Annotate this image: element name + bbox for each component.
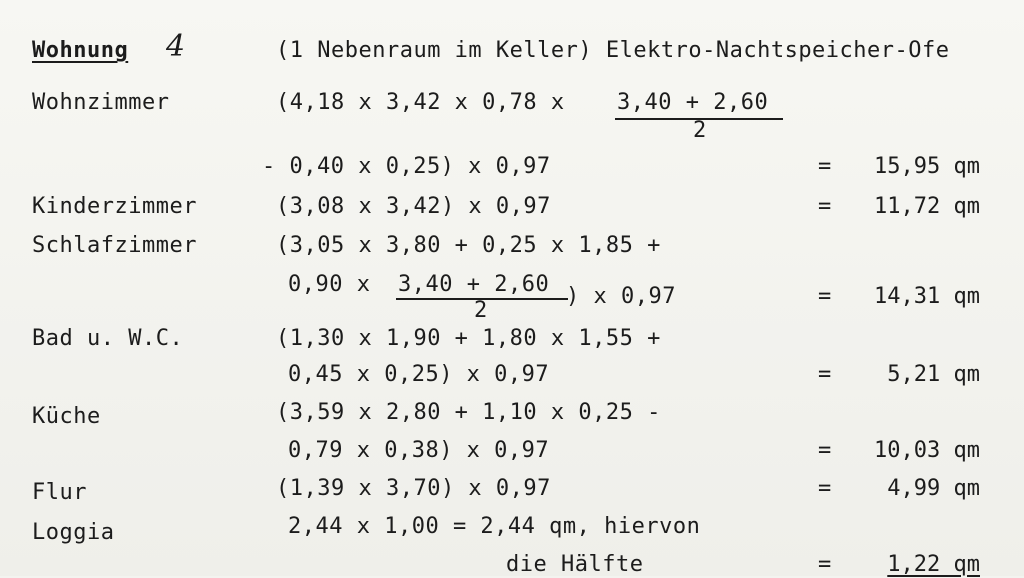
formula-kueche-line2: 0,79 x 0,38) x 0,97 [288, 438, 550, 463]
formula-schlafzimmer-line2b: ) x 0,97 [566, 284, 676, 309]
area-kueche: 10,03 qm [874, 438, 980, 463]
equals-sign: = [818, 154, 832, 179]
fraction-numerator-wohnzimmer: 3,40 + 2,60 [617, 90, 769, 115]
formula-wohnzimmer-line1: (4,18 x 3,42 x 0,78 x [276, 90, 579, 115]
formula-kinderzimmer: (3,08 x 3,42) x 0,97 [276, 194, 551, 219]
formula-bad-wc-line2: 0,45 x 0,25) x 0,97 [288, 362, 550, 387]
room-label-bad-wc: Bad u. W.C. [32, 326, 184, 351]
area-flur: 4,99 qm [887, 476, 980, 501]
formula-bad-wc-line1: (1,30 x 1,90 + 1,80 x 1,55 + [276, 326, 661, 351]
room-label-loggia: Loggia [32, 520, 115, 545]
room-label-kueche: Küche [32, 404, 101, 429]
fraction-denominator-schlafzimmer: 2 [474, 298, 488, 323]
equals-sign: = [818, 194, 832, 219]
equals-sign: = [818, 476, 832, 501]
fraction-numerator-schlafzimmer: 3,40 + 2,60 [398, 272, 550, 297]
room-label-schlafzimmer: Schlafzimmer [32, 233, 197, 258]
formula-loggia-line2: die Hälfte [506, 552, 644, 577]
equals-sign: = [818, 362, 832, 387]
area-schlafzimmer: 14,31 qm [874, 284, 980, 309]
formula-kueche-line1: (3,59 x 2,80 + 1,10 x 0,25 - [276, 400, 661, 425]
equals-sign: = [818, 552, 832, 577]
apartment-number-handwritten: 4 [166, 29, 186, 64]
room-label-wohnzimmer: Wohnzimmer [32, 90, 170, 115]
formula-schlafzimmer-line1: (3,05 x 3,80 + 0,25 x 1,85 + [276, 233, 661, 258]
fraction-denominator-wohnzimmer: 2 [693, 118, 707, 143]
equals-sign: = [818, 438, 832, 463]
area-loggia: 1,22 qm [887, 552, 980, 577]
formula-flur: (1,39 x 3,70) x 0,97 [276, 476, 551, 501]
formula-schlafzimmer-line2a: 0,90 x [288, 272, 385, 297]
room-label-kinderzimmer: Kinderzimmer [32, 194, 197, 219]
room-label-flur: Flur [32, 480, 87, 505]
equals-sign: = [818, 284, 832, 309]
formula-loggia-line1: 2,44 x 1,00 = 2,44 qm, hiervon [288, 514, 701, 539]
formula-wohnzimmer-line2: - 0,40 x 0,25) x 0,97 [262, 154, 551, 179]
apartment-note: (1 Nebenraum im Keller) Elektro-Nachtspeicher-Ofe [276, 38, 950, 63]
area-bad-wc: 5,21 qm [887, 362, 980, 387]
apartment-title: Wohnung [32, 38, 129, 63]
area-kinderzimmer: 11,72 qm [874, 194, 980, 219]
area-wohnzimmer: 15,95 qm [874, 154, 980, 179]
